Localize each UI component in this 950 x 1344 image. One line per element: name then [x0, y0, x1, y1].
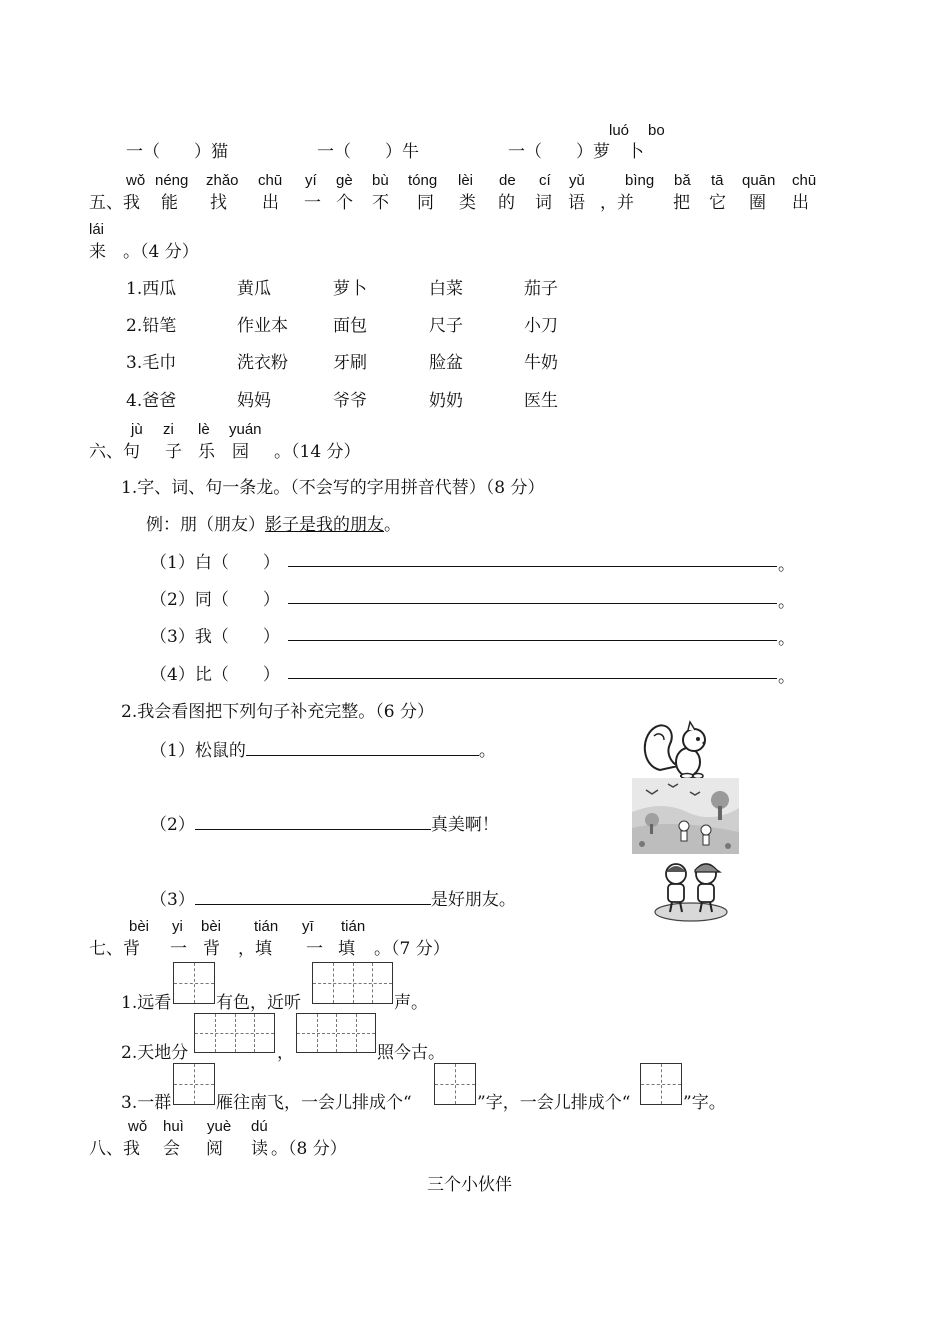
s7-ch-2: 背: [203, 939, 220, 959]
poem-1-a: 1.远看: [121, 993, 172, 1013]
squirrel-illustration: [640, 718, 720, 780]
s7-py-2: bèi: [201, 918, 222, 935]
word: 3.毛巾: [126, 353, 177, 373]
s5-tail: 来 。（4 分）: [89, 242, 199, 262]
period: 。: [778, 555, 795, 575]
word: 作业本: [237, 316, 288, 336]
s5-py-14: tā: [711, 172, 724, 189]
char-box-5[interactable]: [296, 1013, 376, 1053]
s5-py-12: bìng: [625, 172, 655, 189]
s8-py-0: wǒ: [128, 1118, 148, 1135]
fill-cow: 一（ ）牛: [317, 142, 419, 162]
s5-py-lai: lái: [89, 221, 105, 238]
s5-ch-0: 五、我: [89, 193, 140, 213]
word: 白菜: [429, 279, 463, 299]
s6-ch-3: 园: [232, 442, 249, 462]
s5-ch-10: 词: [535, 193, 552, 213]
s5-ch-5: 个: [336, 193, 353, 213]
s6-item-3: （3）我（ ）: [150, 627, 280, 647]
two-boys-illustration: [652, 856, 730, 922]
s5-py-1: néng: [155, 172, 189, 189]
sentence-suffix: 真美啊！: [430, 815, 499, 835]
char-box-6[interactable]: [173, 1063, 215, 1105]
poem-1-c: 声。: [394, 993, 428, 1013]
word: 牙刷: [333, 353, 367, 373]
s5-ch-14: 它: [709, 193, 726, 213]
period: 。: [778, 629, 795, 649]
example-sentence: 影子是我的朋友: [265, 515, 384, 535]
s7-py-3: tián: [254, 918, 279, 935]
char-box-7[interactable]: [434, 1063, 476, 1105]
sentence-prefix: （2）: [150, 815, 195, 835]
s6-question-2: 2.我会看图把下列句子补充完整。（6 分）: [121, 702, 434, 722]
word: 茄子: [524, 279, 558, 299]
word: 牛奶: [524, 353, 558, 373]
s5-ch-6: 不: [372, 193, 389, 213]
s7-py-5: tián: [341, 918, 366, 935]
s6-ch-2: 乐: [198, 442, 215, 462]
s8-py-3: dú: [251, 1118, 268, 1135]
s5-ch-7: 同: [417, 193, 434, 213]
s7-tail: 。（7 分）: [357, 939, 450, 959]
example-end: 。: [384, 515, 401, 535]
s7-py-0: bèi: [129, 918, 150, 935]
s6-item-4: （4）比（ ）: [150, 665, 280, 685]
poem-2-b: ，: [277, 1043, 294, 1063]
s8-ch-2: 阅: [206, 1139, 223, 1159]
s5-ch-2: 找: [210, 193, 227, 213]
s5-ch-15: 圈: [749, 193, 766, 213]
s6-ch-1: 子: [165, 442, 182, 462]
word: 奶奶: [429, 391, 463, 411]
word: 小刀: [524, 316, 558, 336]
sentence-prefix: （1）松鼠的: [150, 741, 246, 761]
s7-ch-5: 填: [338, 939, 355, 959]
period: 。: [778, 667, 795, 687]
word: 4.爸爸: [126, 391, 177, 411]
s8-py-2: yuè: [207, 1118, 232, 1135]
s5-ch-3: 出: [262, 193, 279, 213]
s6-sentence-3: [150, 885, 516, 910]
poem-3-d: ”字。: [683, 1093, 726, 1113]
s6-sentence-1: [150, 736, 496, 761]
s6-tail: 。（14 分）: [257, 442, 361, 462]
s8-ch-3: 读: [251, 1139, 268, 1159]
s6-example: [146, 510, 401, 535]
pinyin-bo: bo: [648, 122, 665, 139]
example-prefix: 例：朋（朋友）: [146, 515, 265, 535]
scenery-illustration: [632, 778, 739, 854]
s5-py-13: bǎ: [674, 172, 691, 189]
s5-py-4: yí: [305, 172, 317, 189]
s5-ch-1: 能: [161, 193, 178, 213]
s5-ch-9: 的: [498, 193, 515, 213]
period: 。: [778, 592, 795, 612]
sentence-suffix: 。: [478, 741, 496, 761]
poem-2-c: 照今古。: [377, 1043, 445, 1063]
s5-py-5: gè: [336, 172, 353, 189]
s5-py-8: lèi: [458, 172, 474, 189]
s6-item-2: （2）同（ ）: [150, 590, 280, 610]
s5-ch-8: 类: [459, 193, 476, 213]
s5-py-2: zhǎo: [206, 172, 239, 189]
word: 洗衣粉: [237, 353, 288, 373]
s5-py-6: bù: [372, 172, 389, 189]
answer-line-3[interactable]: [288, 640, 777, 641]
s5-py-15: quān: [742, 172, 776, 189]
blank-scenery[interactable]: [195, 813, 431, 830]
story-title: 三个小伙伴: [427, 1175, 512, 1195]
char-box-3[interactable]: [312, 962, 393, 1004]
poem-3-a: 3.一群: [121, 1093, 172, 1113]
s6-question-1: 1.字、词、句一条龙。（不会写的字用拼音代替）（8 分）: [121, 478, 545, 498]
s5-py-10: cí: [539, 172, 551, 189]
word: 尺子: [429, 316, 463, 336]
s5-ch-4: 一: [304, 193, 321, 213]
pinyin-luo: luó: [609, 122, 630, 139]
fill-radish: 一（ ）萝 卜: [508, 142, 644, 162]
char-box-4[interactable]: [194, 1013, 275, 1053]
answer-line-1[interactable]: [288, 566, 777, 567]
s5-ch-11: 语: [568, 193, 585, 213]
s6-py-3: yuán: [229, 421, 262, 438]
s6-py-0: jù: [131, 421, 143, 438]
s6-py-2: lè: [198, 421, 210, 438]
sentence-prefix: （3）: [150, 890, 195, 910]
s5-py-0: wǒ: [126, 172, 146, 189]
word: 爷爷: [333, 391, 367, 411]
s5-ch-12: ，并: [600, 193, 634, 213]
s6-ch-0: 六、句: [89, 442, 140, 462]
s5-ch-16: 出: [792, 193, 809, 213]
word: 医生: [524, 391, 558, 411]
word: 2.铅笔: [126, 316, 177, 336]
s7-ch-3: ，填: [238, 939, 272, 959]
word: 1.西瓜: [126, 279, 177, 299]
s7-ch-4: 一: [306, 939, 323, 959]
s8-ch-1: 会: [163, 1139, 180, 1159]
s5-py-3: chū: [258, 172, 283, 189]
s8-ch-0: 八、我: [89, 1139, 140, 1159]
char-box-1[interactable]: [173, 962, 215, 1004]
poem-3-c: ”字，一会儿排成个“: [477, 1093, 631, 1113]
char-box-8[interactable]: [640, 1063, 682, 1105]
blank-squirrel[interactable]: [246, 739, 479, 756]
s5-py-16: chū: [792, 172, 817, 189]
answer-line-2[interactable]: [288, 603, 777, 604]
s6-py-1: zi: [163, 421, 174, 438]
s8-py-1: huì: [163, 1118, 184, 1135]
s8-tail: 。（8 分）: [271, 1139, 347, 1159]
s6-sentence-2: [150, 810, 499, 835]
s7-py-4: yī: [302, 918, 314, 935]
s7-ch-1: 一: [170, 939, 187, 959]
word: 萝卜: [333, 279, 367, 299]
word: 面包: [333, 316, 367, 336]
word: 黄瓜: [237, 279, 271, 299]
blank-friends[interactable]: [195, 888, 431, 905]
s5-ch-13: 把: [673, 193, 690, 213]
poem-3-b: 雁往南飞，一会儿排成个“: [216, 1093, 412, 1113]
sentence-suffix: 是好朋友。: [430, 890, 516, 910]
fill-cat: 一（ ）猫: [126, 142, 228, 162]
s7-py-1: yi: [172, 918, 183, 935]
s5-py-7: tóng: [408, 172, 438, 189]
answer-line-4[interactable]: [288, 678, 777, 679]
poem-2-a: 2.天地分: [121, 1043, 189, 1063]
poem-1-b: 有色，近听: [216, 993, 301, 1013]
word: 妈妈: [237, 391, 271, 411]
word: 脸盆: [429, 353, 463, 373]
s6-item-1: （1）白（ ）: [150, 553, 280, 573]
s5-py-11: yǔ: [569, 172, 585, 189]
s5-py-9: de: [499, 172, 516, 189]
s7-ch-0: 七、背: [89, 939, 140, 959]
